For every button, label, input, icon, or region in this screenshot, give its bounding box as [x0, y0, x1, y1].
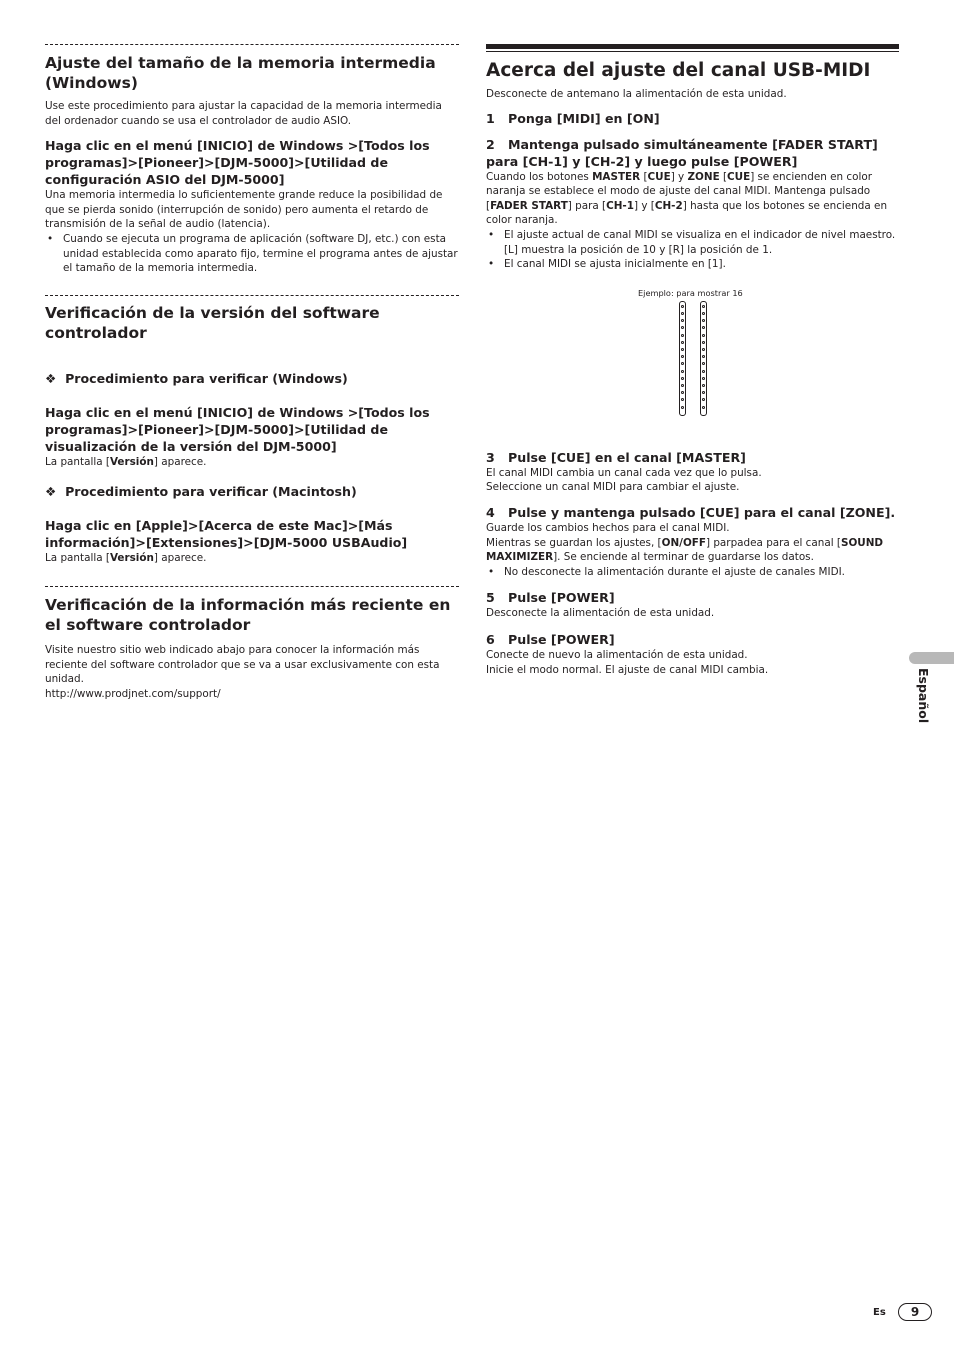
- title-rule-thin: [486, 51, 899, 52]
- step-instruction: Haga clic en el menú [INICIO] de Windows >[Todos los programas]>[Pioneer]>[DJM-5000]>[Utilidad de configuración ASIO del DJM-5000]: [45, 138, 430, 188]
- section-title-buffer: Ajuste del tamaño de la memoria intermedia (Windows): [45, 54, 436, 92]
- step-title: Pulse [POWER]: [508, 631, 615, 647]
- step-number: 3: [486, 449, 495, 465]
- support-url: http://www.prodjnet.com/support/: [45, 687, 221, 700]
- subheading-macintosh: [45, 483, 459, 500]
- meter-led: [681, 319, 684, 322]
- meter-led: [681, 362, 684, 365]
- step-title: Ponga [MIDI] en [ON]: [508, 110, 660, 126]
- key-label: CH-1: [606, 199, 634, 212]
- bullet-text: Cuando se ejecuta un programa de aplicación (software DJ, etc.) con esta unidad establecida como aparato fijo, termine el programa antes de ajustar el tamaño de la memoria intermedia.: [63, 232, 458, 275]
- meter-led: [681, 326, 684, 329]
- level-meter-left: [679, 301, 686, 416]
- paragraph: Desconecte de antemano la alimentación de esta unidad.: [486, 88, 787, 100]
- meter-led: [681, 341, 684, 344]
- step-number: 4: [486, 504, 495, 520]
- page-number: 9: [898, 1303, 932, 1321]
- meter-led: [702, 355, 705, 358]
- bullet-glyph: •: [488, 565, 495, 578]
- meter-led: [681, 305, 684, 308]
- text-fragment: La pantalla [: [45, 455, 110, 468]
- text-fragment: ] parpadea para el canal [: [705, 536, 841, 549]
- key-label: ZONE: [687, 170, 720, 183]
- meter-led: [702, 326, 705, 329]
- step-title: Pulse [CUE] en el canal [MASTER]: [508, 449, 746, 465]
- bullet-item: [45, 232, 459, 276]
- text-fragment: ] aparece.: [153, 455, 207, 468]
- subheading-text: Procedimiento para verificar (Windows): [65, 370, 348, 386]
- paragraph: [45, 455, 459, 470]
- meter-led: [681, 348, 684, 351]
- section-title-version: Verificación de la versión del software controlador: [45, 303, 380, 342]
- text-fragment: ]. Se enciende al terminar de guardarse los datos.: [553, 551, 814, 564]
- language-label: Español: [916, 668, 931, 724]
- left-column: [45, 44, 459, 701]
- step-title: Pulse [POWER]: [508, 590, 615, 606]
- meter-led: [702, 334, 705, 337]
- meter-led: [702, 319, 705, 322]
- meter-led: [702, 305, 705, 308]
- step-number: 2: [486, 136, 495, 152]
- bullet-text: No desconecte la alimentación durante el ajuste de canales MIDI.: [504, 565, 845, 578]
- meter-led: [681, 406, 684, 409]
- section-divider: [45, 586, 459, 587]
- bullet-glyph: •: [488, 258, 495, 271]
- paragraph: Una memoria intermedia lo suficientemente grande reduce la posibilidad de que se pierda sonido (interrupción de sonido) pero aumenta el retardo de transmisión de la señal de audio (latencia).: [45, 189, 443, 231]
- step-title: Pulse y mantenga pulsado [CUE] para el canal [ZONE].: [508, 504, 896, 520]
- paragraph: El canal MIDI cambia un canal cada vez que lo pulsa.: [486, 466, 762, 479]
- title-rule-thick: [486, 44, 899, 49]
- step-5: [486, 589, 899, 606]
- step-6: [486, 631, 899, 648]
- key-label: Versión: [109, 552, 154, 565]
- step-number: 1: [486, 110, 495, 126]
- level-meter-figure: [486, 276, 899, 438]
- bullet-text: El canal MIDI se ajusta inicialmente en [1].: [504, 258, 726, 271]
- step-number: 6: [486, 631, 495, 647]
- step-title: Mantenga pulsado simultáneamente [FADER START] para [CH-1] y [CH-2] y luego pulse [POWER]: [486, 136, 878, 169]
- meter-led: [702, 406, 705, 409]
- step-2-body: [486, 170, 899, 228]
- text-fragment: ] para [: [567, 199, 607, 212]
- paragraph: Desconecte la alimentación de esta unidad.: [486, 607, 715, 620]
- key-label: FADER START: [490, 199, 568, 212]
- key-label: SOUND MAXIMIZER: [486, 536, 884, 564]
- subheading-text: Procedimiento para verificar (Macintosh): [65, 484, 357, 500]
- text-fragment: Cuando los botones: [486, 170, 593, 183]
- text-fragment: ] y: [670, 170, 688, 183]
- text-fragment: ] aparece.: [153, 552, 207, 565]
- section-divider: [45, 44, 459, 45]
- bullet-item: [486, 565, 899, 580]
- meter-led: [702, 398, 705, 401]
- key-label: Versión: [109, 455, 154, 468]
- paragraph: [486, 536, 899, 565]
- text-fragment: La pantalla [: [45, 552, 110, 565]
- language-tab: [909, 652, 954, 664]
- meter-led: [702, 384, 705, 387]
- step-number: 5: [486, 590, 495, 606]
- key-label: ON/OFF: [661, 536, 706, 549]
- key-label: CUE: [647, 170, 671, 183]
- section-title-latest-info: Verificación de la información más reciente en el software controlador: [45, 595, 451, 634]
- meter-led: [702, 391, 705, 394]
- step-4: [486, 504, 899, 521]
- paragraph: Guarde los cambios hechos para el canal MIDI.: [486, 521, 730, 534]
- text-fragment: ] se encienden en color naranja se establece el modo de ajuste del canal MIDI. Mantenga pulsado [: [486, 170, 872, 212]
- bullet-text: El ajuste actual de canal MIDI se visualiza en el indicador de nivel maestro. [L] muestra la posición de 10 y [R] la posición de 1.: [504, 228, 896, 256]
- step-3: [486, 449, 899, 466]
- bullet-item: [486, 228, 899, 257]
- meter-led: [681, 391, 684, 394]
- step-instruction: Haga clic en [Apple]>[Acerca de este Mac]>[Más información]>[Extensiones]>[DJM-5000 USBAudio]: [45, 518, 408, 551]
- right-column: [486, 44, 899, 677]
- level-meter-right: [700, 301, 707, 416]
- bullet-glyph: •: [47, 232, 54, 245]
- meter-led: [702, 370, 705, 373]
- meter-led: [681, 334, 684, 337]
- diamond-icon: ❖: [45, 484, 57, 500]
- meter-led: [681, 398, 684, 401]
- step-2: [486, 136, 899, 170]
- meter-led: [702, 362, 705, 365]
- meter-led: [702, 341, 705, 344]
- meter-led: [681, 312, 684, 315]
- subheading-windows: [45, 370, 459, 387]
- paragraph: [45, 551, 459, 566]
- text-fragment: ] hasta que los botones se encienda en color naranja.: [486, 199, 888, 227]
- meter-led: [681, 377, 684, 380]
- text-fragment: [: [640, 170, 648, 183]
- bullet-glyph: •: [488, 228, 495, 241]
- section-divider: [45, 295, 459, 296]
- bullet-item: [486, 257, 899, 272]
- meter-led: [681, 384, 684, 387]
- step-1: [486, 110, 899, 127]
- meter-led: [702, 377, 705, 380]
- text-fragment: [: [719, 170, 728, 183]
- text-fragment: ] y [: [633, 199, 655, 212]
- meter-led: [702, 312, 705, 315]
- paragraph: Seleccione un canal MIDI para cambiar el ajuste.: [486, 481, 740, 494]
- key-label: CUE: [727, 170, 751, 183]
- key-label: CH-2: [654, 199, 683, 212]
- paragraph: Visite nuestro sitio web indicado abajo para conocer la información más reciente del software controlador que se va a usar exclusivamente con esta unidad.: [45, 643, 440, 686]
- paragraph: Use este procedimiento para ajustar la capacidad de la memoria intermedia del ordenador cuando se usa el controlador de audio ASIO.: [45, 100, 442, 127]
- paragraph: Conecte de nuevo la alimentación de esta unidad.: [486, 648, 748, 661]
- language-code: Es: [873, 1307, 886, 1318]
- figure-caption: Ejemplo: para mostrar 16: [638, 287, 743, 298]
- page-title: Acerca del ajuste del canal USB-MIDI: [486, 60, 871, 81]
- key-label: MASTER: [592, 170, 641, 183]
- paragraph: Inicie el modo normal. El ajuste de canal MIDI cambia.: [486, 663, 769, 676]
- diamond-icon: ❖: [45, 370, 57, 386]
- meter-led: [681, 370, 684, 373]
- meter-led: [702, 348, 705, 351]
- text-fragment: Mientras se guardan los ajustes, [: [486, 536, 662, 549]
- step-instruction: Haga clic en el menú [INICIO] de Windows >[Todos los programas]>[Pioneer]>[DJM-5000]>[Utilidad de visualización de la versión del DJM-5000]: [45, 404, 430, 454]
- meter-led: [681, 355, 684, 358]
